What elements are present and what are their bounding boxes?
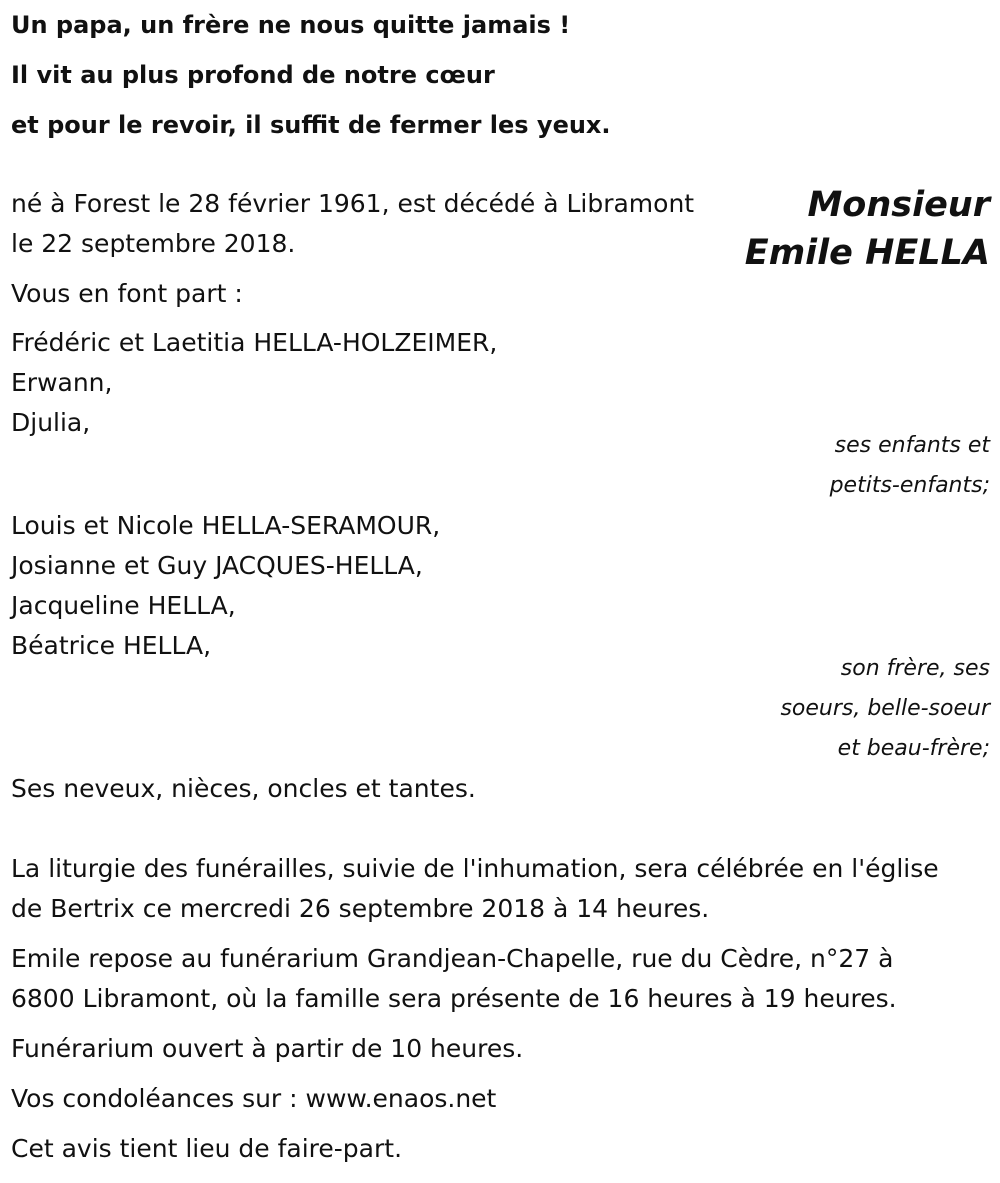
siblings-relation-line-3: et beau-frère;	[837, 736, 990, 761]
liturgy-line-1: La liturgie des funérailles, suivie de l'inhumation, sera célébrée en l'église	[11, 854, 939, 883]
children-relation-line-2: petits-enfants;	[829, 473, 990, 498]
quote-line-2: Il vit au plus profond de notre cœur	[11, 61, 495, 89]
child-name: Erwann,	[11, 368, 113, 397]
funerarium-line-2: 6800 Libramont, où la famille sera présente de 16 heures à 19 heures.	[11, 984, 897, 1013]
announce-text: Vous en font part :	[11, 279, 243, 308]
sibling-name: Béatrice HELLA,	[11, 631, 212, 660]
quote-line-3: et pour le revoir, il suffit de fermer les yeux.	[11, 111, 611, 139]
opening-hours: Funérarium ouvert à partir de 10 heures.	[11, 1034, 524, 1063]
siblings-relation-line-2: soeurs, belle-soeur	[780, 696, 990, 721]
funerarium-line-1: Emile repose au funérarium Grandjean-Chapelle, rue du Cèdre, n°27 à	[11, 944, 894, 973]
birth-line-2: le 22 septembre 2018.	[11, 229, 296, 258]
siblings-relation-line-1: son frère, ses	[840, 656, 990, 681]
deceased-name: Emile HELLA	[744, 233, 990, 273]
deceased-title: Monsieur	[807, 185, 990, 225]
children-relation-line-1: ses enfants et	[834, 433, 990, 458]
birth-line-1: né à Forest le 28 février 1961, est décédé à Libramont	[11, 189, 695, 218]
condolences-text: Vos condoléances sur : www.enaos.net	[11, 1084, 497, 1113]
relatives-text: Ses neveux, nièces, oncles et tantes.	[11, 774, 476, 803]
child-name: Djulia,	[11, 408, 91, 437]
sibling-name: Jacqueline HELLA,	[11, 591, 236, 620]
liturgy-line-2: de Bertrix ce mercredi 26 septembre 2018 à 14 heures.	[11, 894, 710, 923]
sibling-name: Louis et Nicole HELLA-SERAMOUR,	[11, 511, 441, 540]
notice-text: Cet avis tient lieu de faire-part.	[11, 1134, 403, 1163]
quote-line-1: Un papa, un frère ne nous quitte jamais !	[11, 11, 571, 39]
child-name: Frédéric et Laetitia HELLA-HOLZEIMER,	[11, 328, 498, 357]
sibling-name: Josianne et Guy JACQUES-HELLA,	[11, 551, 423, 580]
